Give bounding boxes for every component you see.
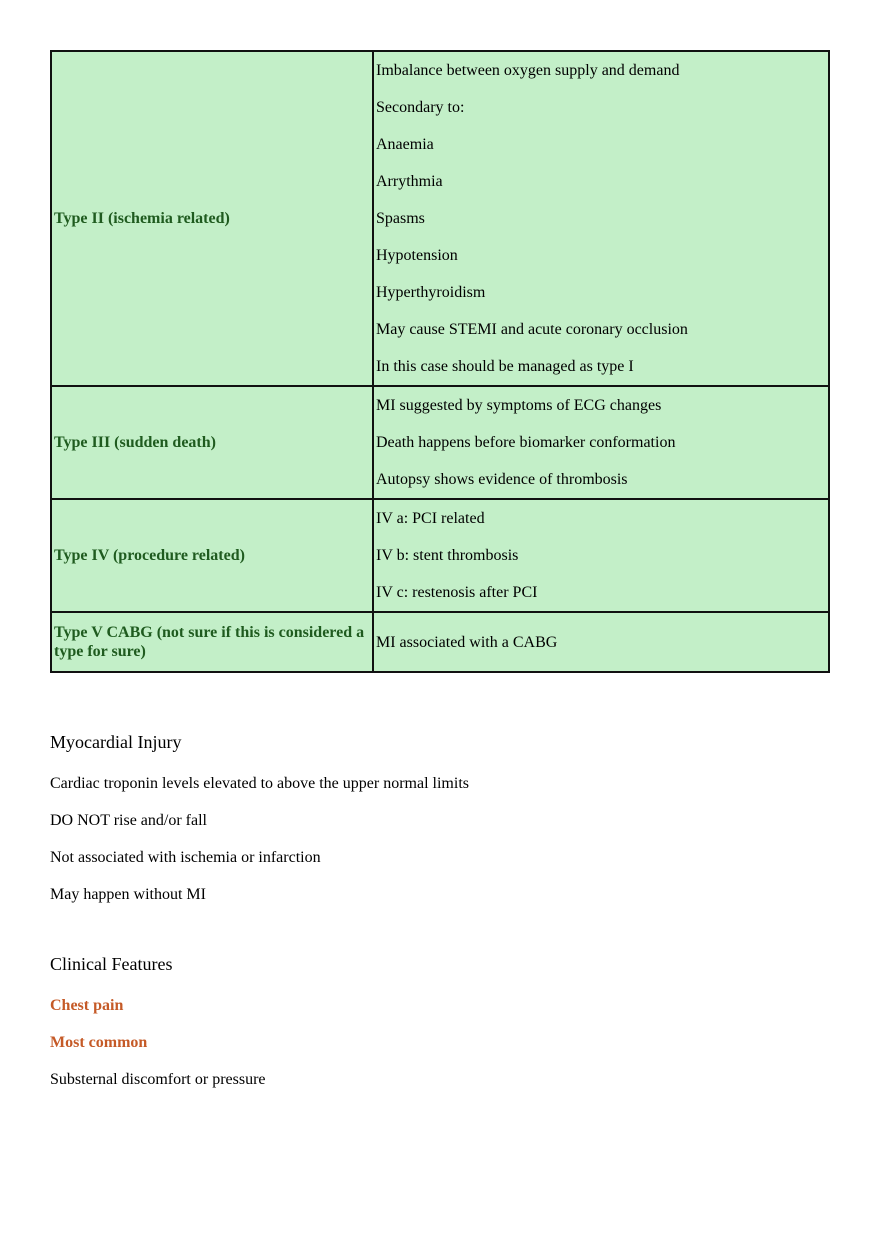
type-cell: Type IV (procedure related) [51,499,373,612]
mi-types-table [50,50,830,673]
clinical-features-section [50,953,830,1098]
subheading-chest-pain: Chest pain [50,997,124,1014]
description-line: In this case should be managed as type I [376,358,634,375]
description-line: Arrythmia [376,173,443,190]
table-row [51,51,829,386]
description-line: Hypotension [376,247,458,264]
myocardial-injury-section [50,731,830,913]
description-line: Spasms [376,210,425,227]
description-line: Secondary to: [376,99,465,116]
section-heading: Clinical Features [50,954,173,974]
description-line: Death happens before biomarker conformation [376,434,676,451]
paragraph: May happen without MI [50,886,206,903]
table-row [51,499,829,612]
description-line: IV a: PCI related [376,510,485,527]
description-cell [373,499,829,612]
paragraph: Cardiac troponin levels elevated to above the upper normal limits [50,775,469,792]
description-line: MI suggested by symptoms of ECG changes [376,397,662,414]
type-cell: Type II (ischemia related) [51,51,373,386]
paragraph: Not associated with ischemia or infarction [50,849,321,866]
description-line: Hyperthyroidism [376,284,486,301]
table-row [51,386,829,499]
type-cell: Type III (sudden death) [51,386,373,499]
document-page [50,50,830,1098]
description-line: MI associated with a CABG [376,633,558,651]
paragraph: DO NOT rise and/or fall [50,812,207,829]
table-row [51,612,829,672]
paragraph: Substernal discomfort or pressure [50,1071,266,1088]
description-line: IV b: stent thrombosis [376,547,519,564]
description-cell [373,386,829,499]
description-cell [373,51,829,386]
description-cell [373,612,829,672]
description-line: Autopsy shows evidence of thrombosis [376,471,628,488]
description-line: IV c: restenosis after PCI [376,584,538,601]
subheading-most-common: Most common [50,1034,148,1051]
description-line: Anaemia [376,136,434,153]
section-heading: Myocardial Injury [50,732,182,752]
description-line: May cause STEMI and acute coronary occlusion [376,321,688,338]
type-cell: Type V CABG (not sure if this is considered a type for sure) [51,612,373,672]
description-line: Imbalance between oxygen supply and demand [376,62,680,79]
